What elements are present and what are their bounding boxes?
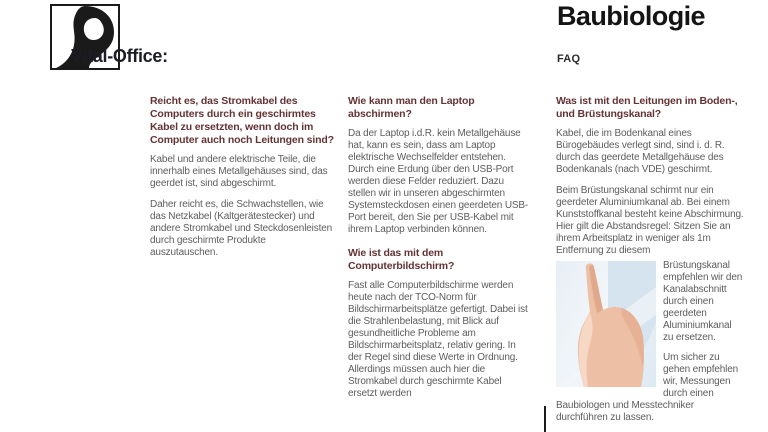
answer-paragraph: Da der Laptop i.d.R. kein Metallgehäuse hat, kann es sein, dass am Laptop elektrische Wechselfelder entstehen. Durch eine Erdung über den USB-Port werden diese Felder reduziert. Dazu stellen wir in unseren abgeschirmten Systemsteckdosen einen geerdeten USB-Port bereit, den Sie per USB-Kabel mit ihrem Laptop verbinden können. (348, 128, 529, 235)
column-bodenkanal (556, 95, 744, 432)
brand-name: Vital-Office: (71, 46, 168, 66)
answer-paragraph: Fast alle Computerbildschirme werden heute nach der TCO-Norm für Bildschirmarbeitsplätze gefertigt. Dabei ist die Strahlenbelastung, mit Blick auf gesundheitliche Probleme am Bildschirmarbeitsplatz, relativ gering. In der Regel sind diese Werte in Ordnung. Allerdings müssen auch hier die Stromkabel durch geschirmte Kabel ersetzt werden (348, 280, 528, 399)
answer-paragraph: Um sicher zu gehen empfehlen wir, Messungen durch einen Baubiologen und Messtechniker durchführen zu lassen. (556, 352, 739, 423)
page-subtitle: FAQ (557, 53, 581, 65)
pointing-finger-photo (556, 261, 656, 387)
question-laptop: Wie kann man den Laptop abschirmen? (348, 95, 475, 120)
question-stromkabel: Reicht es, das Stromkabel des Computers durch ein geschirmtes Kabel zu ersetzten, wenn doch im Computer auch noch Leitungen sind? (150, 95, 334, 146)
page-title: Baubiologie (557, 1, 705, 31)
answer-paragraph: Beim Brüstungskanal schirmt nur ein geerdeter Aluminiumkanal ab. Bei einem Kunststoffkanal besteht keine Abschirmung. Hier gilt die Abstandsregel: Sitzen Sie an ihrem Arbeitsplatz in weniger als 1m Entfernung zu diesem (556, 185, 744, 256)
answer-paragraph: Daher reicht es, die Schwachstellen, wie das Netzkabel (Kaltgerätestecker) und andere Stromkabel und Steckdosenleisten durch geschirmte Produkte auszutauschen. (150, 199, 333, 258)
answer-paragraph-wrapped: Brüstungskanal empfehlen wir den Kanalabschnitt durch einen geerdeten Aluminiumkanal zu ersetzen. (663, 260, 743, 343)
photo-text-wrap (556, 260, 744, 432)
crop-mark (544, 406, 546, 432)
column-stromkabel (150, 95, 334, 268)
column-laptop-bildschirm (348, 95, 532, 409)
question-computerbildschirm: Wie ist das mit dem Computerbildschirm? (348, 247, 455, 272)
answer-paragraph: Kabel und andere elektrische Teile, die innerhalb eines Metallgehäuses sind, das geerdet ist, sind abgeschirmt. (150, 154, 328, 189)
pointing-finger-icon (556, 261, 656, 387)
question-bodenkanal: Was ist mit den Leitungen im Boden-, und Brüstungskanal? (556, 95, 738, 120)
answer-paragraph: Kabel, die im Bodenkanal eines Bürogebäudes verlegt sind, sind i. d. R. durch das geerdete Metallgehäuse des Bodenkanals (nach VDE) geschirmt. (556, 128, 725, 175)
